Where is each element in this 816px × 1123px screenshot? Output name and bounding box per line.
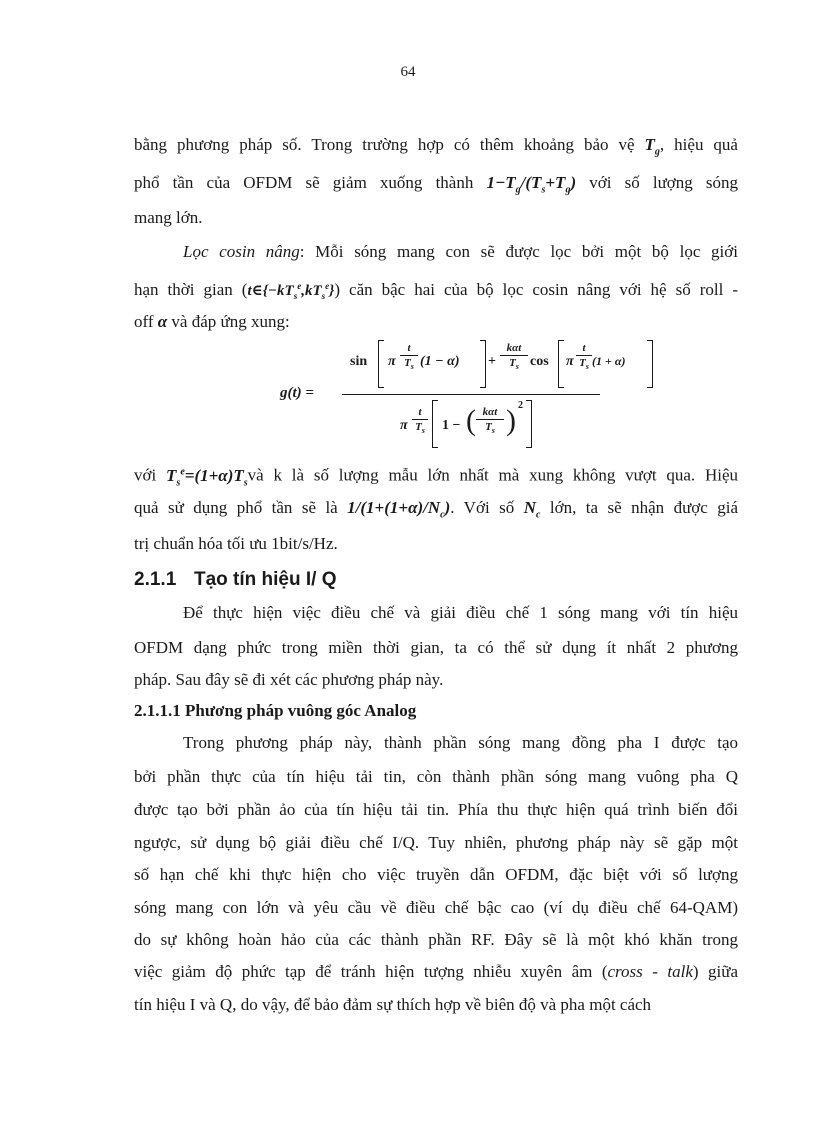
eq-den-frac-t-over-ts: t $T_s$ <box>412 406 428 437</box>
guard-interval-symbol: $T_g$ <box>644 135 660 158</box>
para5-line2: bởi phần thực của tín hiệu tải tin, còn thành phần sóng mang vuông pha Q <box>134 767 738 786</box>
subcarrier-count-symbol: $N_c$ <box>523 498 541 521</box>
para2-line2 <box>134 275 738 307</box>
para5-line7: do sự không hoàn hảo của các thành phần RF. Đây sẽ là một khó khăn trong <box>134 930 738 949</box>
equation-fraction-bar <box>342 394 600 395</box>
para3-line3: trị chuẩn hóa tối ưu 1bit/s/Hz. <box>134 534 338 553</box>
para3-line1: với $T_s^e=(1+\alpha)T_svà$ k là số lượng mẫu lớn nhất mà xung không vượt qua. Hiệu <box>134 465 738 489</box>
section-title: Tạo tín hiệu I/ Q <box>194 569 337 590</box>
section-number: 2.1.1 <box>134 569 177 590</box>
impulse-response-equation <box>280 338 626 448</box>
para2-line1-rest: : Mỗi sóng mang con sẽ được lọc bởi một bộ lọc giới <box>299 242 738 261</box>
para5-line8: việc giảm độ phức tạp để tránh hiện tượng nhiễu xuyên âm (cross - talk) giữa <box>134 962 738 981</box>
para3-line2: quả sử dụng phổ tần sẽ là $1/(1+(1+\alpha)/N_c)$. Với số $N_c$ lớn, ta sẽ nhận được giá <box>134 498 739 521</box>
eq-den-one-minus: 1 − <box>442 418 461 433</box>
time-limit-set: $t\in\{-kT_s^e,kT_s^e\}$ <box>247 281 335 301</box>
para1-line2 <box>134 172 738 201</box>
rolloff-symbol: α <box>157 312 168 331</box>
para2-line3: off α và đáp ứng xung: <box>134 312 290 331</box>
eq-pi-2: π <box>566 354 574 369</box>
para5-line1: Trong phương pháp này, thành phần sóng mang đồng pha I được tạo <box>183 733 738 752</box>
eq-frac-t-over-ts-1: t $T_s$ <box>400 342 418 373</box>
extended-period-formula: $T_s^e=(1+\alpha)T_s$ <box>166 465 248 489</box>
para1-line2-text-pre: phổ tần của OFDM sẽ giảm xuống thành <box>134 173 474 192</box>
para4-line1: Để thực hiện việc điều chế và giải điều chế 1 sóng mang với tín hiệu <box>183 603 738 622</box>
eq-sin: sin <box>350 354 368 369</box>
eq-den-pi: π <box>400 418 408 433</box>
eq-bracket-right-1 <box>480 340 486 388</box>
eq-den-paren-left: ( <box>466 404 476 437</box>
para5-line3: được tạo bởi phần ảo của tín hiệu tải tin. Phía thu thực hiện quá trình biến đổi <box>134 800 738 819</box>
para2-line2-text-post: ) căn bậc hai của bộ lọc cosin nâng với hệ số roll - <box>334 280 738 299</box>
eq-one-plus-alpha: (1 + α) <box>592 354 626 368</box>
para5-line6: sóng mang con lớn và yêu cầu về điều chế bậc cao (ví dụ điều chế 64-QAM) <box>134 898 738 917</box>
para5-line5: số hạn chế khi thực hiện cho việc truyền dẫn OFDM, đặc biệt với số lượng <box>134 865 738 884</box>
equation-denominator <box>342 398 600 448</box>
subsection-heading: 2.1.1.1 Phương pháp vuông góc Analog <box>134 701 417 720</box>
para2-line2-text-pre: hạn thời gian ( <box>134 280 248 299</box>
spectral-efficiency-formula: $1-T_g/(T_s+T_g)$ <box>486 173 577 196</box>
para1-line1-text-pre: bằng phương pháp số. Trong trường hợp có thêm khoảng bảo vệ <box>134 135 635 154</box>
eq-pi-1: π <box>388 354 396 369</box>
eq-den-bracket-left <box>432 400 438 448</box>
eq-den-frac-kat-over-ts: kαt $T_s$ <box>476 406 504 437</box>
eq-frac-t-over-ts-2: t $T_s$ <box>576 342 592 373</box>
eq-den-paren-right: ) <box>506 404 516 437</box>
para2-italic-lead: Lọc cosin nâng <box>183 242 300 261</box>
equation-numerator <box>342 338 626 390</box>
para4-line2: OFDM dạng phức trong miền thời gian, ta có thể sử dụng ít nhất 2 phương <box>134 638 738 657</box>
para1-line1 <box>134 134 738 163</box>
eq-frac-kat-over-ts: kαt $T_s$ <box>500 342 528 373</box>
equation-label: g(t) = <box>280 385 314 401</box>
section-heading <box>134 569 337 591</box>
spectral-efficiency-rc: $1/(1+(1+\alpha)/N_c)$ <box>347 498 451 521</box>
eq-bracket-left-2 <box>558 340 564 388</box>
para5-line4: ngược, sử dụng bộ giải điều chế I/Q. Tuy nhiên, phương pháp này sẽ gặp một <box>134 833 738 852</box>
para1-line2-text-post: với số lượng sóng <box>589 173 739 192</box>
page-number: 64 <box>400 64 416 80</box>
eq-one-minus-alpha: (1 − α) <box>420 354 460 369</box>
eq-den-square: 2 <box>518 400 523 411</box>
eq-cos: cos <box>530 354 549 369</box>
para1-line1-text-post: , hiệu quả <box>659 135 738 154</box>
cross-talk-term: cross - talk <box>607 962 693 981</box>
para5-line9: tín hiệu I và Q, do vậy, để bảo đảm sự thích hợp về biên độ và pha một cách <box>134 995 652 1014</box>
para1-line3: mang lớn. <box>134 208 203 227</box>
para2-line1 <box>183 241 738 263</box>
eq-bracket-right-2 <box>647 340 653 388</box>
para4-line3: pháp. Sau đây sẽ đi xét các phương pháp này. <box>134 670 444 689</box>
eq-bracket-left-1 <box>378 340 384 388</box>
eq-den-bracket-right <box>526 400 532 448</box>
eq-plus: + <box>488 354 496 369</box>
